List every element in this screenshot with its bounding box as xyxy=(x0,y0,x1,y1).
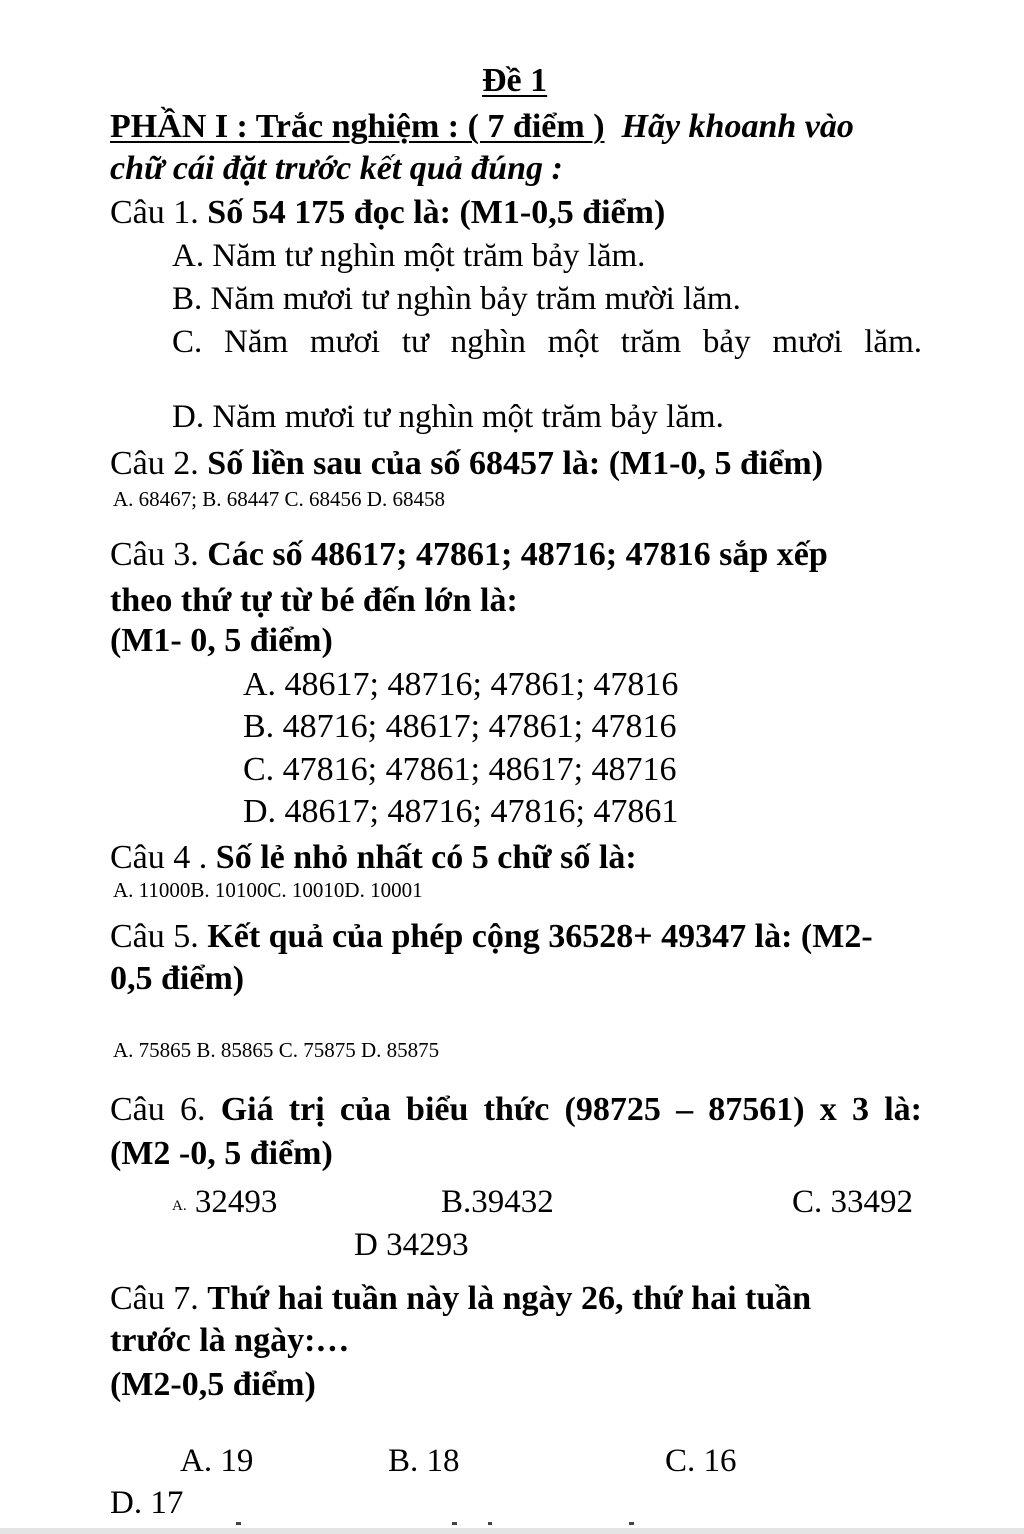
q6-option-a-value: 32493 xyxy=(194,1184,278,1220)
question-2 xyxy=(110,447,823,481)
q3-option-c[interactable]: C. 47816; 47861; 48617; 48716 xyxy=(243,751,677,788)
q6-option-b[interactable]: B.39432 xyxy=(441,1184,554,1220)
q6-option-a-letter: A. xyxy=(172,1198,187,1214)
section-heading-line xyxy=(110,110,854,144)
question-5-number: Câu 5. xyxy=(110,918,208,955)
question-6 xyxy=(110,1093,922,1127)
q3-option-a[interactable]: A. 48617; 48716; 47861; 47816 xyxy=(243,666,679,703)
question-1 xyxy=(110,196,665,230)
question-6-number: Câu 6. xyxy=(110,1091,221,1128)
question-4 xyxy=(110,841,637,875)
q4-options xyxy=(113,880,423,901)
question-4-number: Câu 4 . xyxy=(110,839,216,876)
q6-option-d[interactable]: D 34293 xyxy=(354,1227,469,1263)
question-7 xyxy=(110,1282,811,1316)
question-7-points: (M2-0,5 điểm) xyxy=(110,1366,316,1403)
q6-option-c[interactable]: C. 33492 xyxy=(792,1184,914,1220)
q5-option-c[interactable]: C. 75875 xyxy=(278,1038,356,1062)
q4-option-b[interactable]: B. 10100 xyxy=(190,878,268,902)
q4-option-d[interactable]: D. 10001 xyxy=(344,878,423,902)
q2-options xyxy=(113,489,445,510)
question-6-text: Giá trị của biểu thức (98725 – 87561) x 3 là: xyxy=(220,1091,922,1128)
q5-option-a[interactable]: A. 75865 xyxy=(113,1038,192,1062)
q7-option-a[interactable]: A. 19 xyxy=(180,1443,254,1479)
clipped-text-fragment xyxy=(629,1522,634,1525)
question-3-text-continued: theo thứ tự từ bé đến lớn là: xyxy=(110,582,518,619)
q2-option-d[interactable]: D. 68458 xyxy=(366,487,445,511)
question-1-text: Số 54 175 đọc là: (M1-0,5 điểm) xyxy=(207,194,666,231)
question-5 xyxy=(110,920,873,954)
question-2-number: Câu 2. xyxy=(110,445,208,482)
q5-option-b[interactable]: B. 85865 xyxy=(196,1038,274,1062)
question-7-text-continued: trước là ngày:… xyxy=(110,1322,350,1359)
q3-option-d[interactable]: D. 48617; 48716; 47816; 47861 xyxy=(243,793,679,830)
q1-option-b[interactable]: B. Năm mươi tư nghìn bảy trăm mười lăm. xyxy=(172,281,741,317)
q2-option-a[interactable]: A. 68467; xyxy=(113,487,197,511)
instruction-text: Hãy khoanh vào xyxy=(621,108,854,145)
q1-option-c[interactable]: C. Năm mươi tư nghìn một trăm bảy mươi lăm. xyxy=(172,324,922,360)
question-2-text: Số liền sau của số 68457 là: (M1-0, 5 điểm) xyxy=(207,445,824,482)
question-4-text: Số lẻ nhỏ nhất có 5 chữ số là: xyxy=(215,839,637,876)
page-bottom-edge xyxy=(0,1528,1024,1534)
instruction-text-continued: chữ cái đặt trước kết quả đúng : xyxy=(110,150,563,187)
q7-option-c[interactable]: C. 16 xyxy=(665,1443,737,1479)
question-5-text: Kết quả của phép cộng 36528+ 49347 là: (M2- xyxy=(207,918,873,955)
q1-option-a[interactable]: A. Năm tư nghìn một trăm bảy lăm. xyxy=(172,238,646,274)
question-3-text: Các số 48617; 47861; 48716; 47816 sắp xếp xyxy=(207,536,828,573)
question-1-number: Câu 1. xyxy=(110,194,208,231)
q3-option-b[interactable]: B. 48716; 48617; 47861; 47816 xyxy=(243,708,677,745)
q2-option-b[interactable]: B. 68447 xyxy=(202,487,280,511)
q7-option-d[interactable]: D. 17 xyxy=(110,1485,184,1521)
q2-option-c[interactable]: C. 68456 xyxy=(284,487,362,511)
question-3-points: (M1- 0, 5 điểm) xyxy=(110,622,333,659)
page-title: Đề 1 xyxy=(482,62,548,99)
section-heading: PHẦN I : Trắc nghiệm : ( 7 điểm ) xyxy=(110,108,605,145)
q4-option-a[interactable]: A. 11000 xyxy=(113,878,191,902)
question-7-number: Câu 7. xyxy=(110,1280,208,1317)
clipped-text-fragment xyxy=(488,1522,492,1525)
q6-option-a[interactable] xyxy=(172,1186,277,1219)
q5-option-d[interactable]: D. 85875 xyxy=(360,1038,440,1062)
question-3-number: Câu 3. xyxy=(110,536,208,573)
clipped-text-fragment xyxy=(452,1522,457,1525)
question-3 xyxy=(110,538,828,572)
q1-option-d[interactable]: D. Năm mươi tư nghìn một trăm bảy lăm. xyxy=(172,399,724,435)
question-5-text-continued: 0,5 điểm) xyxy=(110,960,245,997)
question-6-points: (M2 -0, 5 điểm) xyxy=(110,1135,333,1172)
question-7-text: Thứ hai tuần này là ngày 26, thứ hai tuần xyxy=(207,1280,812,1317)
clipped-text-fragment xyxy=(236,1522,241,1525)
q7-option-b[interactable]: B. 18 xyxy=(388,1443,460,1479)
q4-option-c[interactable]: C. 10010 xyxy=(267,878,345,902)
q5-options xyxy=(113,1040,439,1061)
